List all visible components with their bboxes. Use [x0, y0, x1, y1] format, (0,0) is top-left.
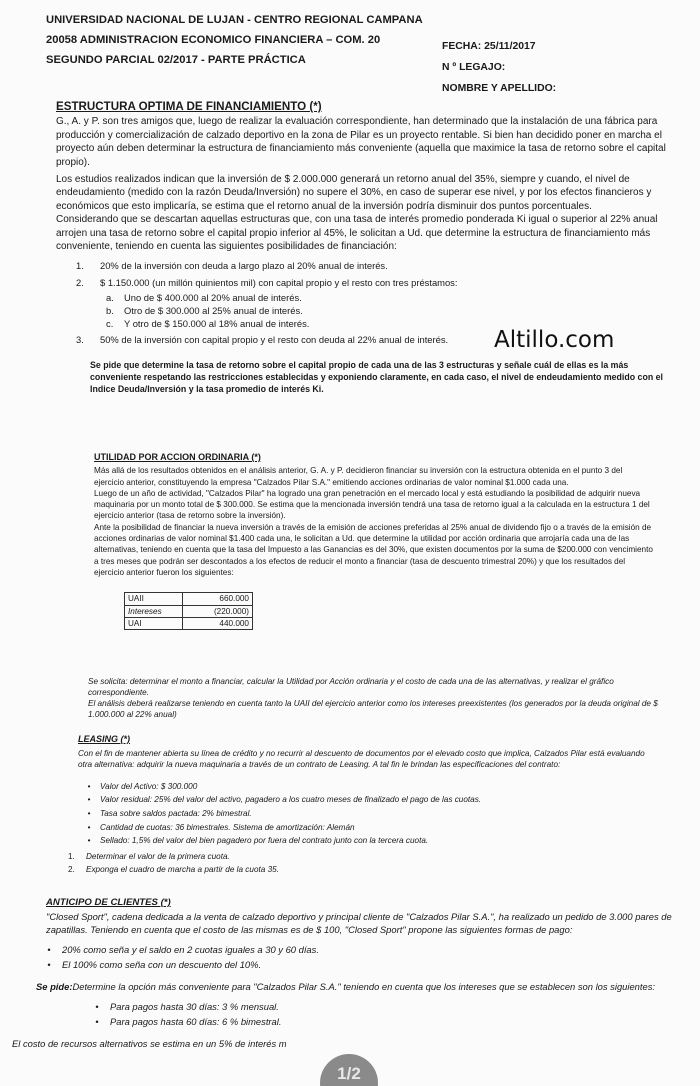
question: Se pide que determine la tasa de retorno sobre el capital propio de cada una de las 3 estructuras y señale cuál de ellas es la más conveniente respetando las restricciones establecidas y exponiendo claramente, en cada caso, el nivel de endeudamiento medido con el Indice Deuda/Inversión y la tasa promedio de interés Ki.: [90, 359, 663, 394]
section-utilidad-request: [88, 676, 663, 720]
results-table: [124, 592, 253, 630]
list-item: 1. Determinar el valor de la primera cuota.: [68, 851, 230, 861]
paragraph: El análisis deberá realizarse teniendo en cuenta tanto la UAII del ejercicio anterior como los intereses preexistentes (los generados por la deuda original de $ 1.000.000 al 22% anual): [88, 699, 658, 719]
paragraph: Más allá de los resultados obtenidos en el análisis anterior, G. A. y P. decidieron financiar su inversión con la estructura obtenida en el punto 3 del ejercicio anterior, constituyendo la empresa "Calzados Pilar S.A." emitiendo acciones ordinarias de valor nominal $1.000 cada una.: [94, 466, 623, 487]
list-item: • Tasa sobre saldos pactada: 2% bimestral.: [87, 808, 252, 818]
legajo-label: N º LEGAJO:: [442, 62, 506, 73]
paragraph: Ante la posibilidad de financiar la nueva inversión a través de la emisión de acciones preferidas al 25% anual de dividendo fijo o a través de la emisión de acciones ordinarias de valor nominal $1.400 cada una, le solicitan a Ud. que determine la utilidad por acción ordinaria que arrojaría cada una de las alternativas, teniendo en cuenta que la tasa del Impuesto a las Ganancias es del 30%, que existen documentos por la suma de $200.000 con vencimiento a tres meses que podrán ser descontados a los efectos de reducir el monto a financiar (tasa de descuento trimestral 20%) y que los resultados del ejercicio anterior fueron los siguientes:: [94, 522, 653, 577]
list-item: • Sellado: 1,5% del valor del bien pagadero por fuera del contrato junto con la tercera cuota.: [87, 836, 429, 846]
watermark: Altillo.com: [494, 327, 615, 353]
section-title: UTILIDAD POR ACCION ORDINARIA (*): [94, 452, 261, 462]
course-line: 20058 ADMINISTRACION ECONOMICO FINANCIERA – COM. 20: [46, 34, 381, 46]
contract-specs: [78, 781, 658, 847]
list-item: 2. Exponga el cuadro de marcha a partir de la cuota 35.: [68, 865, 279, 875]
sub-list: [106, 291, 676, 330]
list-item: 3. 50% de la inversión con capital propio y el resto con deuda al 22% anual de interés.: [76, 334, 449, 346]
paragraph: El costo de recursos alternativos se estima en un 5% de interés m: [12, 1038, 287, 1050]
table-row: Intereses (220.000): [125, 605, 253, 617]
page-indicator: 1/2: [320, 1054, 378, 1086]
section-anticipo: [12, 897, 696, 1051]
section-title: ESTRUCTURA OPTIMA DE FINANCIAMIENTO (*): [56, 100, 322, 113]
list-item: • Valor residual: 25% del valor del activo, pagadero a los cuatro meses de finalizado el pago de las cuotas.: [87, 795, 482, 805]
rates-list: [84, 1001, 696, 1028]
sub-item: c. Y otro de $ 150.000 al 18% anual de interés.: [106, 318, 310, 330]
section-utilidad: [94, 452, 654, 640]
date-label: FECHA: 25/11/2017: [442, 41, 536, 52]
list-item: • Para pagos hasta 60 días: 6 % bimestral.: [95, 1015, 282, 1027]
paragraph: G., A. y P. son tres amigos que, luego de realizar la evaluación correspondiente, han determinado que la instalación de una fábrica para producción y comercialización de calzado deportivo en la zona de Pilar es un proyecto rentable. Si bien han decidido poner en marcha el proyecto aún deben determinar la estructura de financiamiento más conveniente (aquella que maximice la tasa de retorno sobre el capital propio).: [56, 116, 666, 168]
paragraph: Considerando que se descartan aquellas estructuras que, con una tasa de interés promedio ponderada Ki igual o superior al 22% anual arrojen una tasa de retorno sobre el capital propio inferior al 45%, le solicitan a Ud. que determine la estructura de financiamiento más conveniente, teniendo en cuenta las siguientes posibilidades de financiación:: [56, 214, 658, 253]
section-title: ANTICIPO DE CLIENTES (*): [46, 897, 171, 908]
exam-header: [46, 10, 426, 70]
paragraph: "Closed Sport", cadena dedicada a la venta de calzado deportivo y principal cliente de "Calzados Pilar S.A.", ha realizado un pedido de 3.000 pares de zapatillas. Teniendo en cuenta que el costo de las mismas es de $ 100, "Closed Sport" propone las siguientes formas de pago:: [46, 911, 672, 935]
list-item: 1. 20% de la inversión con deuda a largo plazo al 20% anual de interés.: [76, 260, 388, 272]
university-line: UNIVERSIDAD NACIONAL DE LUJAN - CENTRO REGIONAL CAMPANA: [46, 14, 423, 26]
list-item: • Para pagos hasta 30 días: 3 % mensual.: [95, 1001, 279, 1013]
sub-item: b. Otro de $ 300.000 al 25% anual de interés.: [106, 305, 303, 317]
options-list: [56, 259, 676, 346]
table-row: UAII 660.000: [125, 593, 253, 605]
paragraph: Se pide:Determine la opción más conveniente para "Calzados Pilar S.A." teniendo en cuenta que los intereses que se establecen son los siguientes:: [36, 981, 655, 993]
section-estructura: [56, 100, 676, 395]
payment-options: [36, 944, 696, 971]
sub-item: a. Uno de $ 400.000 al 20% anual de interés.: [106, 292, 302, 304]
list-item: • El 100% como seña con un descuento del 10%.: [47, 958, 262, 970]
section-title: LEASING (*): [78, 734, 131, 744]
list-item: 2. $ 1.150.000 (un millón quinientos mil) con capital propio y el resto con tres préstamos:: [76, 276, 458, 288]
section-leasing: [68, 734, 658, 878]
table-row: UAI 440.000: [125, 617, 253, 629]
list-item: • 20% como seña y el saldo en 2 cuotas iguales a 30 y 60 días.: [47, 944, 319, 956]
paragraph: Luego de un año de actividad, "Calzados Pilar" ha logrado una gran penetración en el mercado local y está estudiando la posibilidad de adquirir nueva maquinaria por un monto total de $ 300.000. Se estima que la mencionada inversión tendrá una tasa de retorno igual a la calculada en la estructura 1 del ejercicio anterior (tasa de retorno sobre la inversión).: [94, 488, 650, 521]
list-item: • Valor del Activo: $ 300.000: [87, 781, 198, 791]
paragraph: Con el fin de mantener abierta su línea de crédito y no recurrir al descuento de documentos por el elevado costo que implica, Calzados Pilar está evaluando otra alternativa: adquirir la nueva maquinaria a través de un contrato de Leasing. A tal fin le brindan las especificaciones del contrato:: [78, 748, 645, 770]
tasks-list: [68, 851, 658, 876]
list-item: • Cantidad de cuotas: 36 bimestrales. Sistema de amortización: Alemán: [87, 822, 355, 832]
paragraph: Los estudios realizados indican que la inversión de $ 2.000.000 generará un retorno anual del 35%, siempre y cuando, el nivel de endeudamiento (medido con la razón Deuda/Inversión) no supere el 30%, en caso de superar ese nivel, y por los efectos financieros y económicos que esto implicaría, se estima que el retorno anual de la inversión podría disminuir dos puntos porcentuales.: [56, 174, 652, 212]
paragraph: Se solicita: determinar el monto a financiar, calcular la Utilidad por Acción ordinaria y el costo de cada una de las alternativas, y realizar el gráfico correspondiente.: [88, 677, 614, 697]
name-label: NOMBRE Y APELLIDO:: [442, 83, 557, 94]
exam-line: SEGUNDO PARCIAL 02/2017 - PARTE PRÁCTICA: [46, 54, 306, 66]
student-info: [442, 36, 556, 99]
